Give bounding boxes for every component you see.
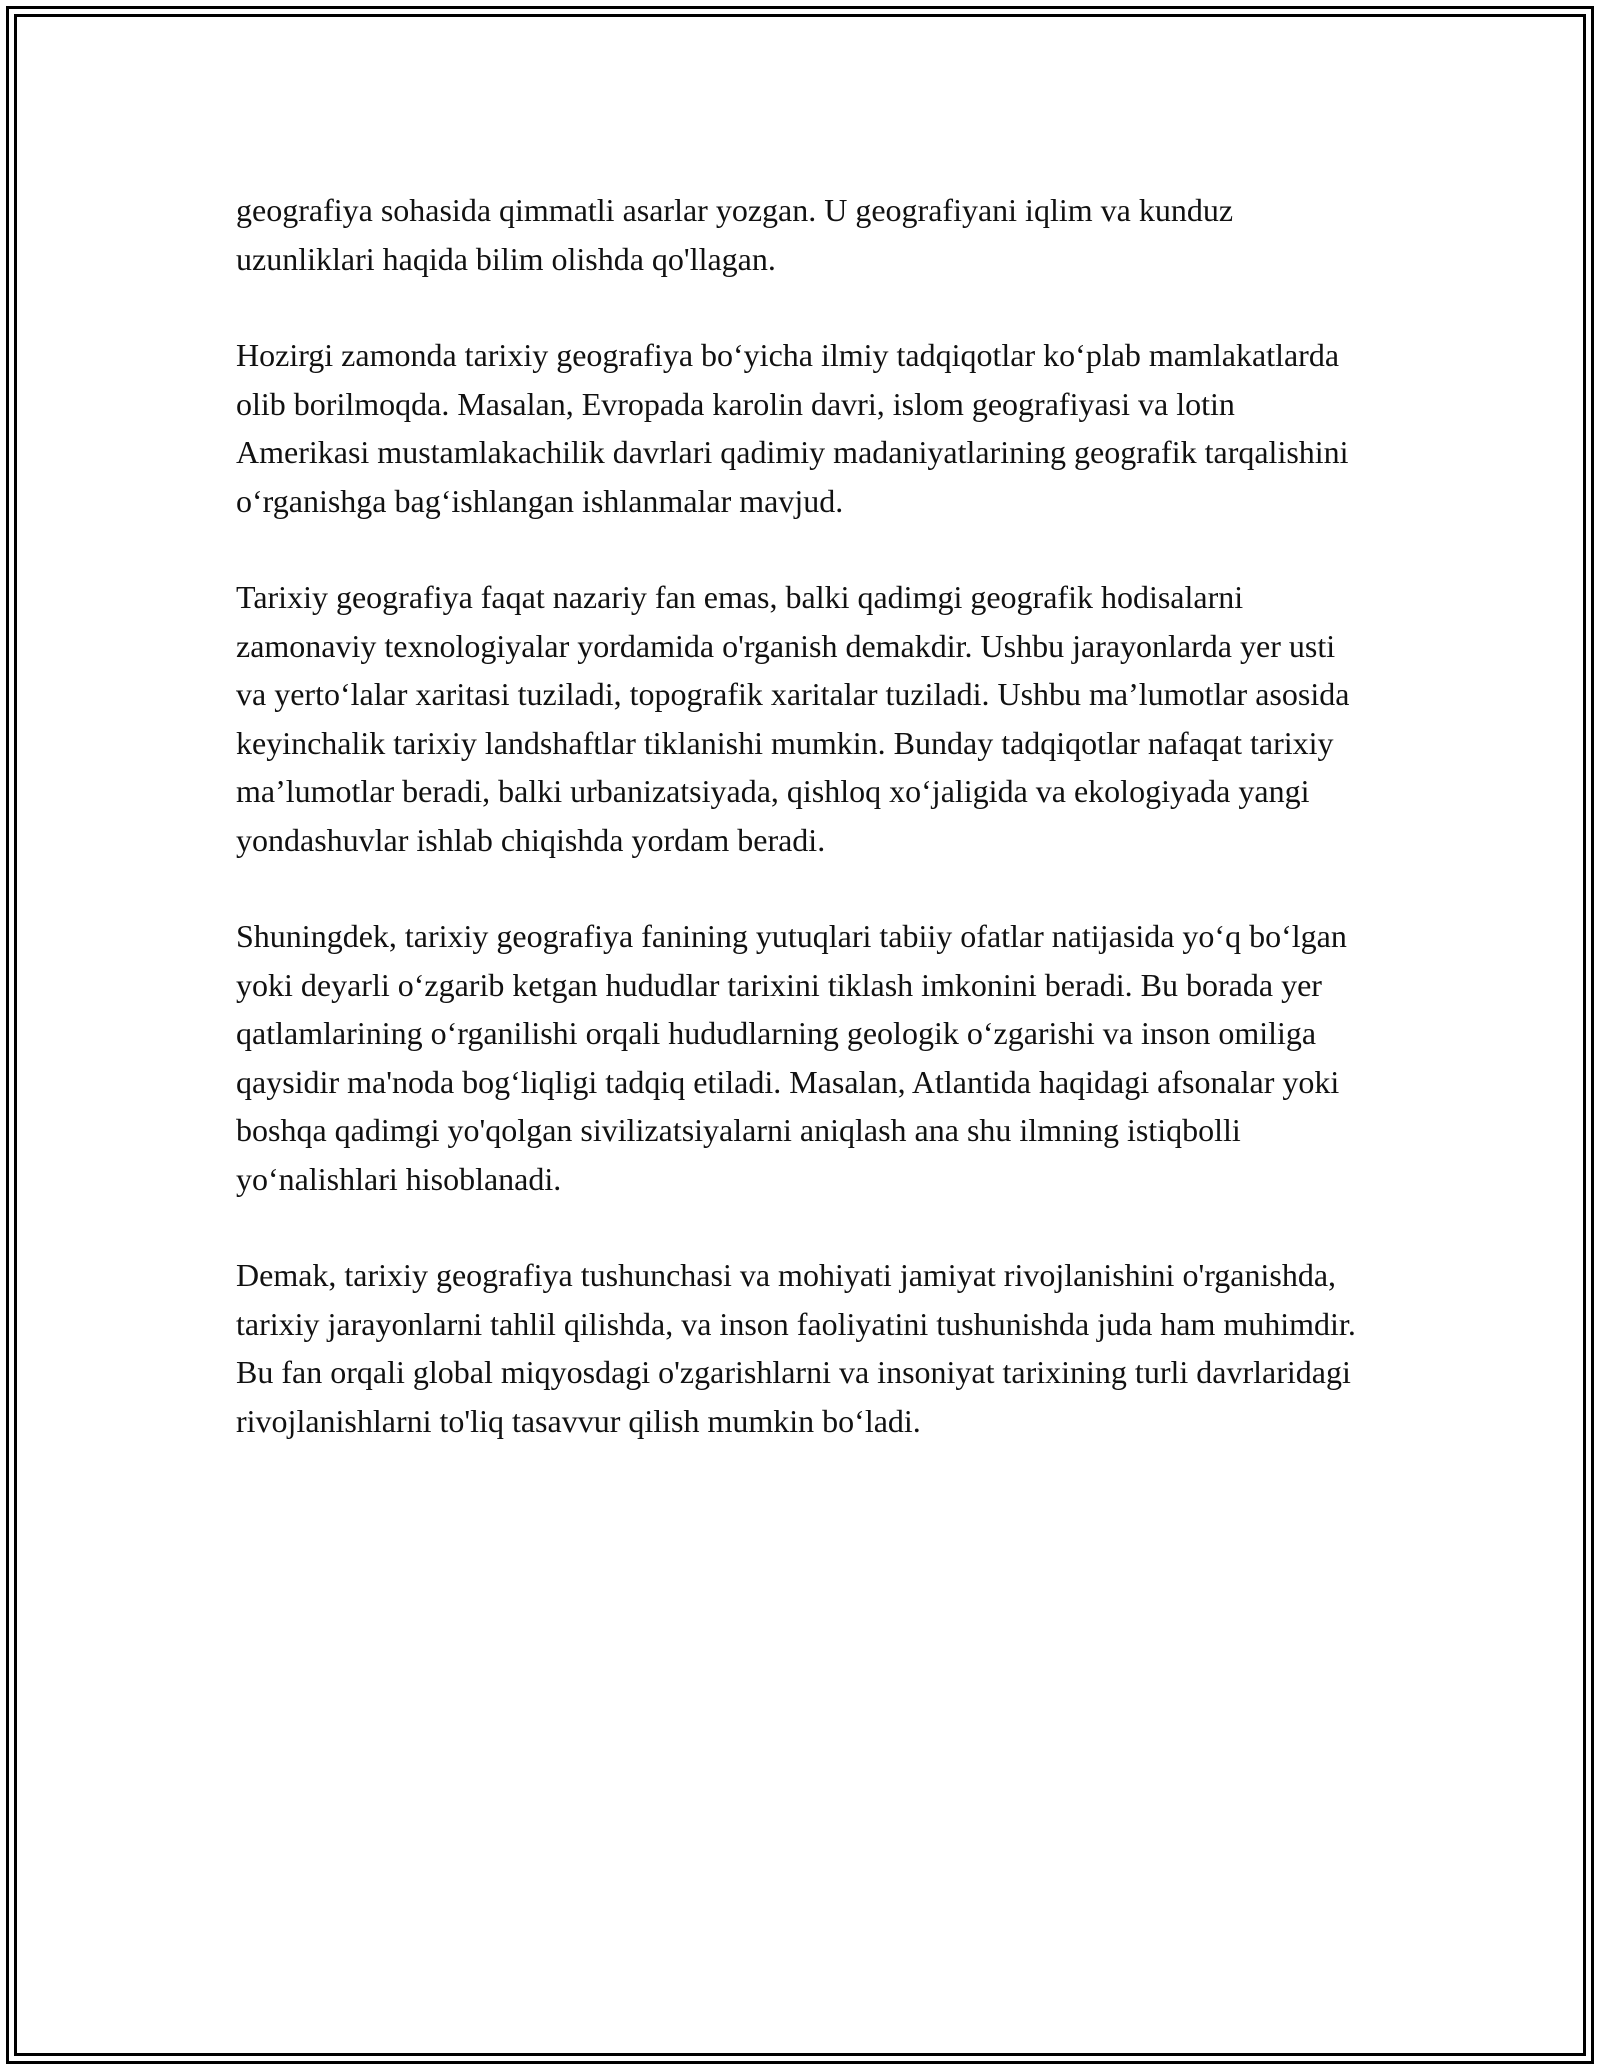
paragraph: geografiya sohasida qimmatli asarlar yozgan. U geografiyani iqlim va kunduz uzunliklari haqida bilim olishda qo'llagan. <box>236 192 1234 277</box>
paragraph: Demak, tarixiy geografiya tushunchasi va mohiyati jamiyat rivojlanishini o'rganishda, tarixiy jarayonlarni tahlil qilishda, va inson faoliyatini tushunishda juda ham muhimdir. Bu fan orqali global miqyosdagi o'zgarishlarni va insoniyat tarixining turli davrlaridagi rivojlanishlarni to'liq tasavvur qilish mumkin bo‘ladi. <box>236 1257 1356 1439</box>
paragraph: Hozirgi zamonda tarixiy geografiya bo‘yicha ilmiy tadqiqotlar ko‘plab mamlakatlarda olib borilmoqda. Masalan, Evropada karolin davri, islom geografiyasi va lotin Amerikasi mustamlakachilik davrlari qadimiy madaniyatlarining geografik tarqalishini o‘rganishga bag‘ishlangan ishlanmalar mavjud. <box>236 337 1349 519</box>
paragraph: Shuningdek, tarixiy geografiya fanining yutuqlari tabiiy ofatlar natijasida yo‘q bo‘lgan yoki deyarli o‘zgarib ketgan hududlar tarixini tiklash imkonini beradi. Bu borada yer qatlamlarining o‘rganilishi orqali hududlarning geologik o‘zgarishi va inson omiliga qaysidir ma'noda bog‘liqligi tadqiq etiladi. Masalan, Atlantida haqidagi afsonalar yoki boshqa qadimgi yo'qolgan sivilizatsiyalarni aniqlash ana shu ilmning istiqbolli yo‘nalishlari hisoblanadi. <box>236 918 1347 1197</box>
document-body <box>236 186 1366 1493</box>
paragraph: Tarixiy geografiya faqat nazariy fan emas, balki qadimgi geografik hodisalarni zamonaviy texnologiyalar yordamida o'rganish demakdir. Ushbu jarayonlarda yer usti va yerto‘lalar xaritasi tuziladi, topografik xaritalar tuziladi. Ushbu ma’lumotlar asosida keyinchalik tarixiy landshaftlar tiklanishi mumkin. Bunday tadqiqotlar nafaqat tarixiy ma’lumotlar beradi, balki urbanizatsiyada, qishloq xo‘jaligida va ekologiyada yangi yondashuvlar ishlab chiqishda yordam beradi. <box>236 579 1350 858</box>
